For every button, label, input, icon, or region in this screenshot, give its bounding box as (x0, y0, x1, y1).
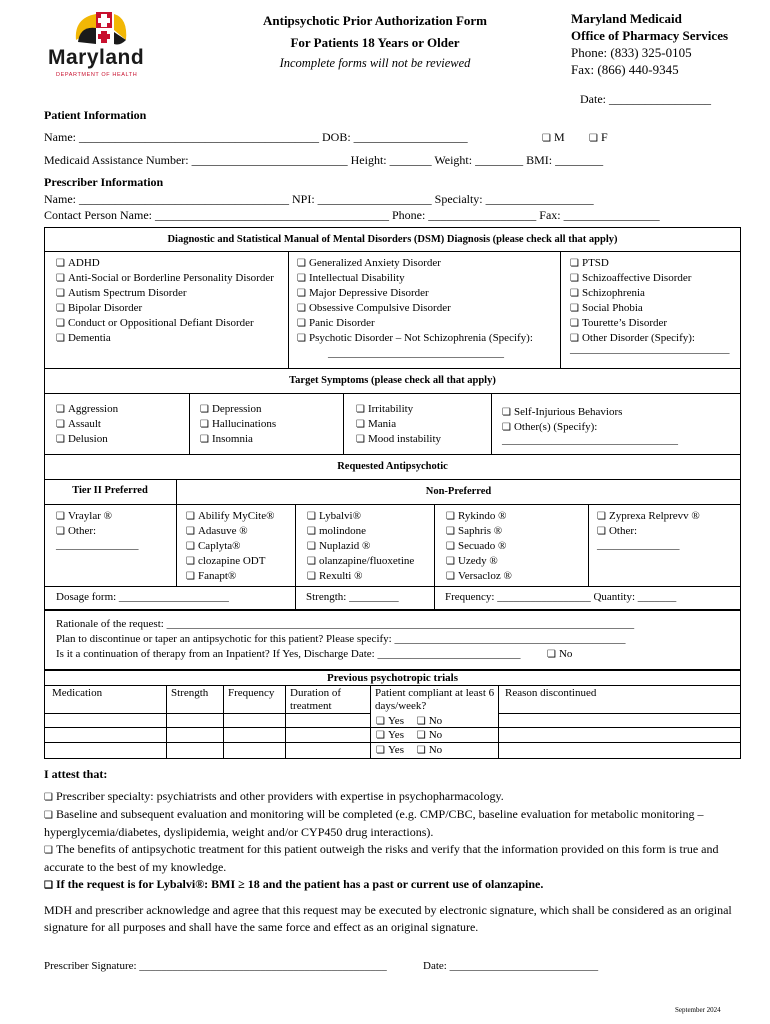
nonpreferred-drug-checkbox-item[interactable] (186, 524, 274, 539)
dsm-label: Obsessive Compulsive Disorder (308, 302, 451, 314)
trial-row-3-compliance (376, 744, 442, 756)
nonpreferred-drug-label: Adasuve ® (197, 525, 248, 537)
checkbox-icon (446, 510, 458, 522)
symptom-label: Self-Injurious Behaviors (513, 406, 623, 418)
attest-item[interactable] (44, 806, 734, 841)
symptoms-column-2 (200, 402, 276, 447)
checkbox-icon (297, 287, 309, 299)
symptom-checkbox-item[interactable] (56, 402, 118, 417)
dsm-checkbox-item[interactable] (56, 301, 274, 316)
trial-row-2-compliance (376, 729, 442, 741)
patient-name-dob-field[interactable]: Name: ________________________________________ DOB: ___________________ (44, 130, 468, 144)
dsm-label: Psychotic Disorder – Not Schizophrenia (Specify): (308, 332, 533, 344)
col-duration: Duration of treatment (290, 687, 342, 712)
symptom-checkbox-item[interactable] (200, 402, 276, 417)
checkbox-icon (200, 418, 212, 430)
symptoms-column-4 (502, 405, 622, 435)
checkbox-icon (297, 317, 309, 329)
checkbox-icon (44, 789, 56, 803)
symptom-label: Delusion (67, 433, 108, 445)
no-label: No (558, 648, 573, 660)
dsm-label: Generalized Anxiety Disorder (308, 257, 441, 269)
dsm-label: Social Phobia (581, 302, 643, 314)
col-medication: Medication (52, 687, 103, 699)
dsm-label: Major Depressive Disorder (308, 287, 429, 299)
checkbox-icon (297, 302, 309, 314)
checkbox-icon (307, 555, 319, 567)
dsm-label: PTSD (581, 257, 609, 269)
esignature-agreement: MDH and prescriber acknowledge and agree that this request may be executed by electronic signature, which shall be considered as an original signature for all purposes and shall have the same force and effect as an original signature. (44, 903, 732, 934)
col-frequency: Frequency (228, 687, 275, 699)
checkbox-icon (56, 433, 68, 445)
dsm-column-2 (297, 256, 533, 346)
nonpreferred-drug-label: Rexulti ® (318, 570, 363, 582)
dsm-checkbox-item[interactable] (570, 286, 695, 301)
dsm-checkbox-item[interactable] (297, 331, 533, 346)
nonpreferred-drug-checkbox-item[interactable] (186, 539, 274, 554)
yes-label: Yes (387, 744, 404, 756)
checkbox-icon (570, 272, 582, 284)
contact-phone-fax-field[interactable]: Contact Person Name: _______________________________________ Phone: __________________ Fax: ________________ (44, 208, 660, 222)
female-checkbox[interactable] (589, 130, 608, 145)
col-strength: Strength (171, 687, 209, 699)
dsm-label: Tourette’s Disorder (581, 317, 668, 329)
checkbox-icon (186, 570, 198, 582)
female-label: F (600, 130, 608, 144)
symptom-checkbox-item[interactable] (200, 417, 276, 432)
dosage-form-field[interactable]: Dosage form: ____________________ (56, 591, 229, 603)
form-subtitle: For Patients 18 Years or Older (290, 35, 460, 50)
symptom-label: Insomnia (211, 433, 253, 445)
dsm-column-1 (56, 256, 274, 346)
checkbox-icon (56, 272, 68, 284)
form-title: Antipsychotic Prior Authorization Form (263, 13, 487, 28)
checkbox-icon (297, 272, 309, 284)
nonpreferred-drug-label: Versacloz ® (457, 570, 512, 582)
nonpreferred-other-field[interactable]: _______________ (597, 539, 680, 551)
col-compliant: Patient compliant at least 6 days/week? (375, 687, 495, 712)
checkbox-icon (56, 257, 68, 269)
trial-row-1-compliance (376, 715, 442, 727)
symptom-label: Assault (67, 418, 101, 430)
dsm-checkbox-item[interactable] (570, 271, 695, 286)
no-checkbox[interactable] (417, 744, 429, 756)
nonpreferred-column-2 (307, 509, 414, 584)
symptom-label: Mania (367, 418, 397, 430)
other-symptom-specify-field[interactable]: ________________________________ (502, 434, 678, 446)
discharge-date-field[interactable]: Is it a continuation of therapy from an Inpatient? If Yes, Discharge Date: __________________________ (56, 648, 521, 660)
nonpreferred-drug-checkbox-item[interactable] (446, 509, 512, 524)
checkbox-icon (597, 525, 609, 537)
checkbox-icon (446, 540, 458, 552)
symptom-checkbox-item[interactable] (356, 432, 441, 447)
dsm-checkbox-item[interactable] (297, 316, 533, 331)
checkbox-icon (56, 525, 68, 537)
dsm-checkbox-item[interactable] (297, 286, 533, 301)
nonpreferred-drug-checkbox-item[interactable] (186, 554, 274, 569)
nonpreferred-drug-label: clozapine ODT (197, 555, 266, 567)
nonpreferred-drug-checkbox-item[interactable] (307, 524, 414, 539)
prescriber-name-npi-field[interactable]: Name: ___________________________________ NPI: ___________________ Specialty: __________________ (44, 192, 594, 206)
nonpreferred-drug-checkbox-item[interactable] (446, 554, 512, 569)
yes-checkbox[interactable] (376, 729, 388, 741)
checkbox-icon (356, 418, 368, 430)
tier2-drug-label: Vraylar ® (67, 510, 113, 522)
nonpreferred-column-1 (186, 509, 274, 584)
col-reason: Reason discontinued (505, 687, 597, 699)
office-fax: Fax: (866) 440-9345 (571, 62, 679, 77)
office-name: Office of Pharmacy Services (571, 28, 729, 43)
attest-list (44, 788, 734, 894)
yes-label: Yes (387, 729, 404, 741)
checkbox-icon (297, 257, 309, 269)
checkbox-icon (570, 317, 582, 329)
nonpreferred-drug-label: Zyprexa Relprevv ® (608, 510, 700, 522)
dsm-checkbox-item[interactable] (570, 316, 695, 331)
medicaid-height-weight-field[interactable]: Medicaid Assistance Number: __________________________ Height: _______ Weight: ________ BMI: ________ (44, 153, 604, 167)
checkbox-icon (186, 555, 198, 567)
no-checkbox[interactable] (417, 729, 429, 741)
patient-heading: Patient Information (44, 108, 147, 122)
attest-lybalvi-text: If the request is for Lybalvi®: BMI ≥ 18 and the patient has a past or current use of olanzapine. (55, 877, 544, 891)
checkbox-icon (597, 510, 609, 522)
checkbox-icon (570, 302, 582, 314)
agency-name: Maryland Medicaid (571, 11, 682, 26)
psychotic-specify-field[interactable]: ________________________________ (328, 347, 504, 359)
symptom-label: Aggression (67, 403, 119, 415)
checkbox-icon (307, 525, 319, 537)
nonpreferred-drug-checkbox-item[interactable] (597, 509, 700, 524)
checkbox-icon (446, 570, 458, 582)
attest-item-text: Baseline and subsequent evaluation and monitoring will be completed (e.g. CMP/CBC, baseline evaluation for metabolic monitoring – hyperglycemia/diabetes, dyslipidemia, weight and/or CYP450 drug interactions). (44, 807, 704, 839)
checkbox-icon (44, 842, 56, 856)
symptom-label: Mood instability (367, 433, 441, 445)
dsm-checkbox-item[interactable] (56, 271, 274, 286)
checkbox-icon (186, 510, 198, 522)
checkbox-icon (502, 421, 514, 433)
male-checkbox[interactable] (542, 130, 565, 145)
symptom-label: Depression (211, 403, 262, 415)
nonpreferred-drug-label: Saphris ® (457, 525, 503, 537)
nonpreferred-drug-checkbox-item[interactable] (307, 509, 414, 524)
symptom-label: Irritability (367, 403, 414, 415)
nonpreferred-drug-checkbox-item[interactable] (186, 569, 274, 584)
prescriber-heading: Prescriber Information (44, 175, 164, 189)
checkbox-icon (356, 403, 368, 415)
maryland-logo (44, 8, 164, 78)
symptom-checkbox-item[interactable] (356, 402, 441, 417)
checkbox-icon (186, 540, 198, 552)
tier2-heading: Tier II Preferred (72, 485, 148, 496)
dsm-label: Dementia (67, 332, 111, 344)
checkbox-icon (200, 433, 212, 445)
checkbox-icon (297, 332, 309, 344)
symptom-label: Other(s) (Specify): (513, 421, 598, 433)
dsm-label: ADHD (67, 257, 100, 269)
checkbox-icon (56, 302, 68, 314)
dsm-checkbox-item[interactable] (570, 301, 695, 316)
tier2-other-field[interactable]: _______________ (56, 539, 139, 551)
dsm-heading: Diagnostic and Statistical Manual of Mental Disorders (DSM) Diagnosis (please check all that apply) (167, 234, 618, 245)
dsm-checkbox-item[interactable] (570, 256, 695, 271)
attest-item-text: The benefits of antipsychotic treatment for this patient outweigh the risks and verify that the information provided on this form is true and accurate to the best of my knowledge. (44, 842, 719, 874)
nonpreferred-drug-label: Fanapt® (197, 570, 237, 582)
dsm-label: Schizoaffective Disorder (581, 272, 692, 284)
nonpreferred-drug-label: Secuado ® (457, 540, 507, 552)
symptoms-heading: Target Symptoms (please check all that apply) (289, 375, 496, 386)
dsm-checkbox-item[interactable] (56, 316, 274, 331)
logo-name: Maryland (48, 46, 145, 69)
antipsychotic-heading: Requested Antipsychotic (337, 461, 448, 472)
checkbox-icon (446, 555, 458, 567)
dsm-label: Autism Spectrum Disorder (67, 287, 187, 299)
attest-item-text: Prescriber specialty: psychiatrists and other providers with expertise in psychopharmacology. (55, 789, 504, 803)
form-note: Incomplete forms will not be reviewed (279, 56, 471, 70)
nonpreferred-drug-label: molindone (318, 525, 367, 537)
symptom-label: Hallucinations (211, 418, 277, 430)
maryland-flag-icon (66, 8, 136, 50)
nonpreferred-drug-checkbox-item[interactable] (307, 569, 414, 584)
dsm-checkbox-item[interactable] (297, 301, 533, 316)
other-disorder-specify-field[interactable]: _____________________________ (570, 343, 730, 355)
nonpreferred-column-3 (446, 509, 512, 584)
symptoms-column-3 (356, 402, 441, 447)
nonpreferred-drug-label: Rykindo ® (457, 510, 507, 522)
male-label: M (553, 130, 565, 144)
checkbox-icon (56, 287, 68, 299)
checkbox-icon (200, 403, 212, 415)
dsm-checkbox-item[interactable] (56, 256, 274, 271)
dsm-label: Intellectual Disability (308, 272, 405, 284)
checkbox-icon (356, 433, 368, 445)
dsm-checkbox-item[interactable] (56, 286, 274, 301)
nonpreferred-heading: Non-Preferred (425, 486, 492, 497)
checkbox-icon (56, 403, 68, 415)
symptom-checkbox-item[interactable] (200, 432, 276, 447)
nonpreferred-drug-checkbox-item[interactable] (446, 569, 512, 584)
checkbox-icon (307, 510, 319, 522)
signature-date-field[interactable]: Date: ___________________________ (423, 960, 599, 972)
no-label: No (428, 744, 443, 756)
dsm-label: Schizophrenia (581, 287, 645, 299)
checkbox-icon (56, 317, 68, 329)
attest-heading: I attest that: (44, 767, 108, 781)
nonpreferred-drug-checkbox-item[interactable] (186, 509, 274, 524)
dsm-column-3 (570, 256, 695, 346)
nonpreferred-drug-label: Uzedy ® (457, 555, 498, 567)
strength-field[interactable]: Strength: _________ (306, 591, 399, 603)
taper-plan-field[interactable]: Plan to discontinue or taper an antipsychotic for this patient? Please specify: __________________________________________ (56, 633, 626, 645)
nonpreferred-drug-label: Other: (608, 525, 638, 537)
checkbox-icon (570, 287, 582, 299)
office-phone: Phone: (833) 325-0105 (571, 45, 692, 60)
symptom-checkbox-item[interactable] (502, 420, 622, 435)
nonpreferred-drug-label: Nuplazid ® (318, 540, 371, 552)
symptom-checkbox-item[interactable] (502, 405, 622, 420)
checkbox-icon (56, 332, 68, 344)
checkbox-icon (307, 570, 319, 582)
dsm-label: Bipolar Disorder (67, 302, 143, 314)
dsm-label: Other Disorder (Specify): (581, 332, 695, 344)
checkbox-icon (56, 418, 68, 430)
frequency-quantity-field[interactable]: Frequency: _________________ Quantity: _______ (445, 591, 677, 603)
dsm-checkbox-item[interactable] (56, 331, 274, 346)
tier2-drug-label: Other: (67, 525, 97, 537)
checkbox-icon (589, 130, 601, 144)
nonpreferred-drug-checkbox-item[interactable] (446, 539, 512, 554)
checkbox-icon (547, 648, 559, 660)
dsm-label: Conduct or Oppositional Defiant Disorder (67, 317, 254, 329)
nonpreferred-drug-label: Caplyta® (197, 540, 241, 552)
attest-lybalvi-item[interactable] (44, 876, 734, 894)
tier2-drug-checkbox-item[interactable] (56, 524, 112, 539)
yes-label: Yes (387, 715, 404, 727)
yes-checkbox[interactable] (376, 744, 388, 756)
attest-item[interactable] (44, 788, 734, 806)
checkbox-icon (56, 510, 68, 522)
checkbox-icon (307, 540, 319, 552)
nonpreferred-drug-label: olanzapine/fluoxetine (318, 555, 415, 567)
nonpreferred-drug-label: Lybalvi® (318, 510, 361, 522)
checkbox-icon (44, 807, 56, 821)
dsm-label: Anti-Social or Borderline Personality Disorder (67, 272, 274, 284)
symptom-checkbox-item[interactable] (56, 417, 118, 432)
rationale-field[interactable]: Rationale of the request: _____________________________________________________________________________________ (56, 618, 635, 630)
nonpreferred-drug-label: Abilify MyCite® (197, 510, 275, 522)
footer-date: September 2024 (675, 1006, 721, 1014)
date-field[interactable]: Date: _________________ (580, 92, 711, 106)
checkbox-icon (502, 406, 514, 418)
checkbox-icon (186, 525, 198, 537)
trials-heading: Previous psychotropic trials (327, 672, 458, 684)
checkbox-icon (44, 877, 56, 891)
logo-subtitle: DEPARTMENT OF HEALTH (56, 72, 138, 78)
nonpreferred-drug-checkbox-item[interactable] (446, 524, 512, 539)
dsm-checkbox-item[interactable] (297, 271, 533, 286)
inpatient-no-checkbox[interactable] (547, 648, 572, 660)
symptoms-column-1 (56, 402, 118, 447)
nonpreferred-column-4 (597, 509, 700, 539)
prescriber-signature-field[interactable]: Prescriber Signature: _____________________________________________ (44, 960, 387, 972)
symptom-checkbox-item[interactable] (56, 432, 118, 447)
checkbox-icon (570, 257, 582, 269)
checkbox-icon (446, 525, 458, 537)
no-checkbox[interactable] (417, 715, 429, 727)
tier2-list (56, 509, 112, 539)
dsm-checkbox-item[interactable] (297, 256, 533, 271)
tier2-drug-checkbox-item[interactable] (56, 509, 112, 524)
yes-checkbox[interactable] (376, 715, 388, 727)
no-label: No (428, 715, 443, 727)
nonpreferred-drug-checkbox-item[interactable] (597, 524, 700, 539)
no-label: No (428, 729, 443, 741)
attest-item[interactable] (44, 841, 734, 876)
checkbox-icon (542, 130, 554, 144)
nonpreferred-drug-checkbox-item[interactable] (307, 539, 414, 554)
dsm-label: Panic Disorder (308, 317, 375, 329)
nonpreferred-drug-checkbox-item[interactable] (307, 554, 414, 569)
symptom-checkbox-item[interactable] (356, 417, 441, 432)
